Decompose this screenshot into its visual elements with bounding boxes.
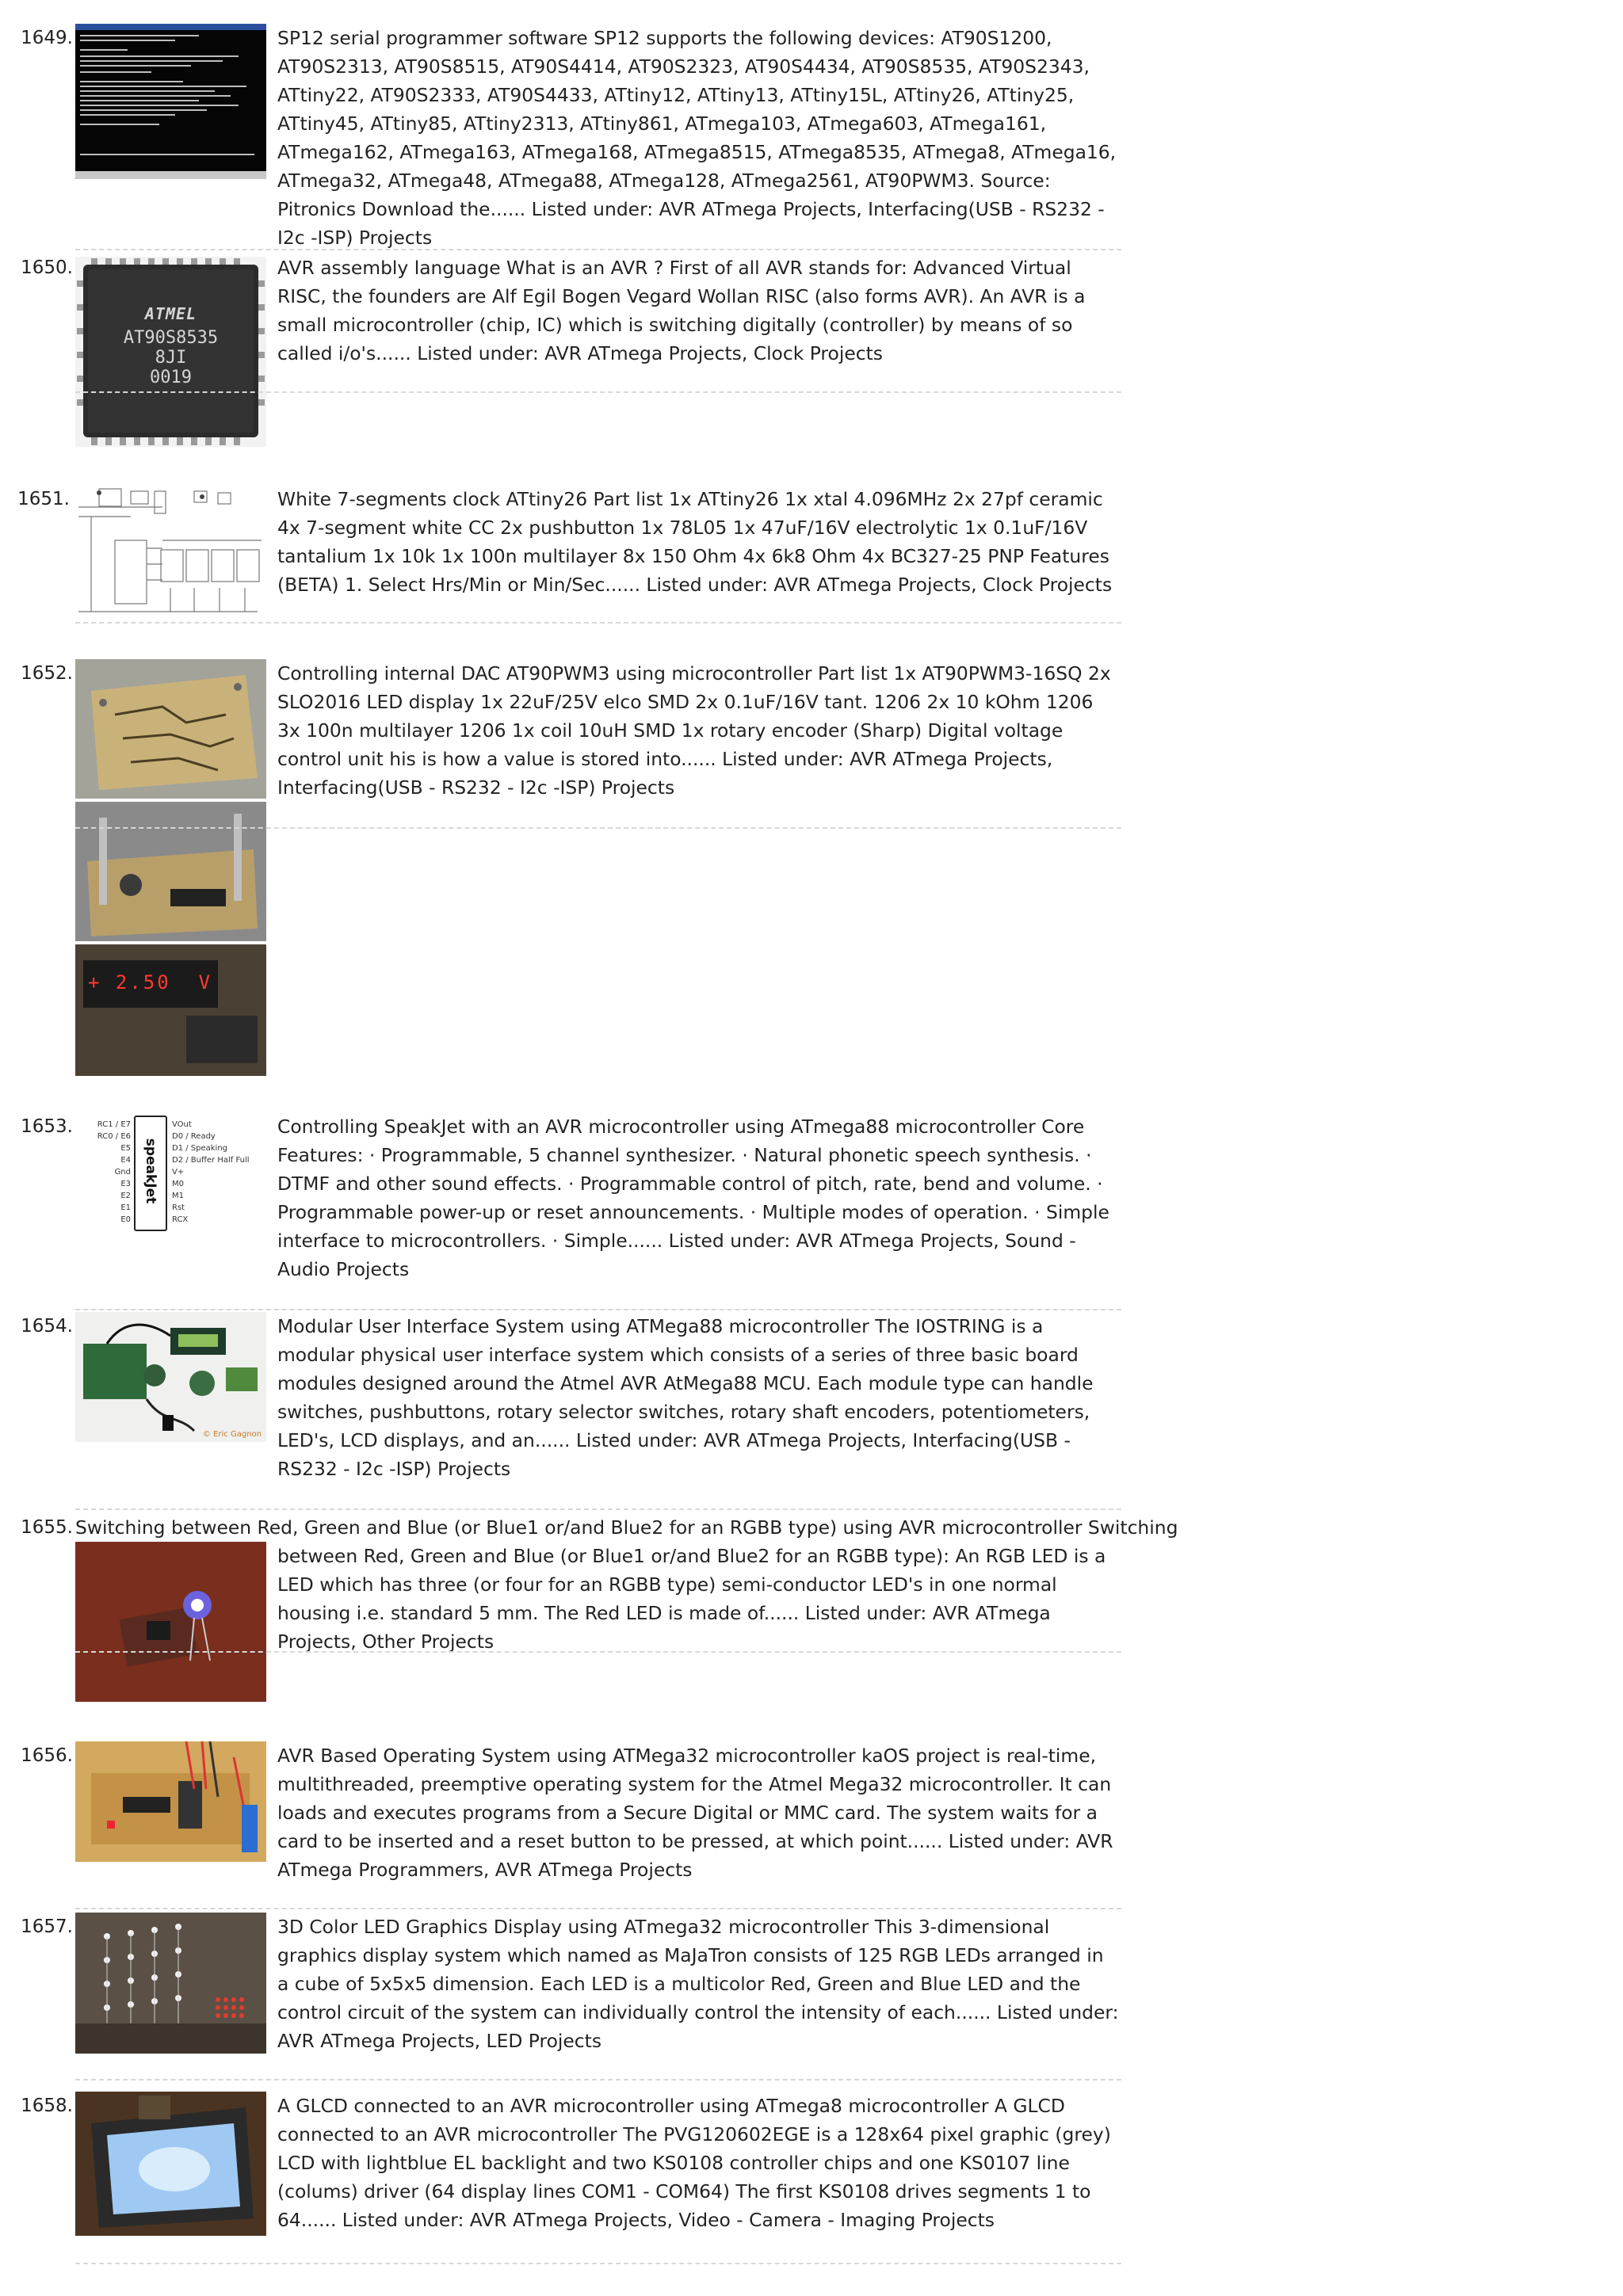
divider: [75, 1508, 1121, 1510]
item-description: White 7-segments clock ATtiny26 Part list 1x ATtiny26 1x xtal 4.096MHz 2x 27pf ceramic 4x 7-segment white CC 2x pushbutton 1x 78L05 1x 47uF/16V electrolytic 1x 0.1uF/16V tantalium 1x 10k 1x 100n multilayer 8x 150 Ohm 4x 6k8 Ohm 4x BC327-25 PNP Features (BETA) 1. Select Hrs/Min or Min/Sec...... Listed under: AVR ATmega Projects, Clock Projects: [277, 488, 1113, 596]
pin-label: RC1 / E7: [97, 1120, 131, 1129]
pin-label: E5: [120, 1144, 131, 1153]
pin-label: Gnd: [114, 1168, 131, 1177]
iostring-photo-icon: [75, 1312, 266, 1442]
item-number: 1655.: [21, 1517, 73, 1538]
chip-marking: 8JI: [155, 348, 187, 368]
item-description: AVR assembly language What is an AVR ? First of all AVR stands for: Advanced Virtual RISC, the founders are Alf Egil Bogen Vegard Wollan RISC (also forms AVR). An AVR is a small microcontroller (chip, IC) which is switching digitally (controller) by means of so called i/o's...... Listed under: AVR ATmega Projects, Clock Projects: [277, 257, 1086, 364]
pcb-assembled-icon: [75, 802, 266, 941]
item-number: 1657.: [21, 1917, 73, 1937]
item-number: 1654.: [21, 1316, 73, 1337]
schematic-icon: [75, 485, 266, 621]
pin-label: Rst: [172, 1203, 185, 1212]
item-description: Modular User Interface System using ATMega88 microcontroller The IOSTRING is a modular physical user interface system which consists of a series of three basic board modules designed around the Atmel AVR AtMega88 MCU. Each module type can handle switches, pushbuttons, rotary selector switches, rotary shaft encoders, potentiometers, LED's, LCD displays, and an...... Listed under: AVR ATmega Projects, Interfacing(USB - RS232 - I2c -ISP) Projects: [277, 1315, 1094, 1480]
photo-credit: © Eric Gagnon: [202, 1430, 262, 1439]
pin-label: D1 / Speaking: [172, 1144, 228, 1153]
item-description-title: Switching between Red, Green and Blue (or Blue1 or/and Blue2 for an RGBB type) using AVR microcontroller Switching: [75, 1516, 1178, 1539]
chip-label: speakJet: [143, 1138, 158, 1204]
pin-label: VOut: [172, 1120, 192, 1129]
pin-label: D2 / Buffer Half Full: [172, 1156, 250, 1165]
divider: [75, 1908, 1121, 1909]
pin-label: M1: [172, 1192, 184, 1200]
divider: [75, 1651, 1121, 1653]
terminal-screenshot-icon: [75, 24, 266, 179]
item-description: A GLCD connected to an AVR microcontroller using ATmega8 microcontroller A GLCD connected to an AVR microcontroller The PVG120602EGE is a 128x64 pixel graphic (grey) LCD with lightblue EL backlight and two KS0108 controller chips and one KS0107 line (colums) driver (64 display lines COM1 - COM64) The first KS0108 drives segments 1 to 64...... Listed under: AVR ATmega Projects, Video - Camera - Imaging Projects: [277, 2095, 1111, 2231]
item-number: 1653.: [21, 1116, 73, 1137]
chip-brand: ATMEL: [144, 304, 197, 323]
divider: [75, 2079, 1121, 2081]
led-display-photo-thumbnail[interactable]: [75, 944, 266, 1076]
pin-label: E4: [120, 1156, 131, 1165]
item-number: 1656.: [21, 1745, 73, 1766]
terminal-screenshot-thumbnail[interactable]: [75, 24, 266, 179]
item-number: 1658.: [21, 2096, 73, 2116]
led-display-photo-icon: [75, 944, 266, 1076]
pin-label: E3: [120, 1180, 131, 1188]
speakjet-pinout-thumbnail[interactable]: [75, 1112, 266, 1252]
pin-label: E1: [120, 1203, 131, 1212]
pin-label: M0: [172, 1180, 184, 1188]
glcd-photo-icon: [75, 2092, 266, 2236]
chip-photo-thumbnail[interactable]: [75, 257, 266, 447]
item-number: 1652.: [21, 663, 73, 684]
rgb-led-photo-thumbnail[interactable]: [75, 1542, 266, 1702]
kaos-board-photo-thumbnail[interactable]: [75, 1741, 266, 1862]
pin-label: E2: [120, 1192, 131, 1200]
pin-label: RC0 / E6: [97, 1132, 131, 1141]
divider: [75, 249, 1121, 250]
rgb-led-photo-icon: [75, 1542, 266, 1702]
divider: [75, 622, 1121, 624]
item-description: between Red, Green and Blue (or Blue1 or/and Blue2 for an RGBB type): An RGB LED is a LED which has three (or four for an RGBB type) semi-conductor LED's in one normal housing i.e. standard 5 mm. The Red LED is made of...... Listed under: AVR ATmega Projects, Other Projects: [277, 1545, 1106, 1653]
item-description: SP12 serial programmer software SP12 supports the following devices: AT90S1200, AT90S2313, AT90S8515, AT90S4414, AT90S2323, AT90S4434, AT90S8535, AT90S2343, ATtiny22, AT90S2333, AT90S4433, ATtiny12, ATtiny13, ATtiny15L, ATtiny26, ATtiny25, ATtiny45, ATtiny85, ATtiny2313, ATtiny861, ATmega103, ATmega603, ATmega161, ATmega162, ATmega163, ATmega168, ATmega8515, ATmega8535, ATmega8, ATmega16, ATmega32, ATmega48, ATmega88, ATmega128, ATmega2561, AT90PWM3. Source: Pitronics Download the...... Listed under: AVR ATmega Projects, Interfacing(USB - RS232 - I2c -ISP) Projects: [277, 27, 1117, 249]
chip-marking: 0019: [150, 368, 192, 387]
chip-body: [134, 1116, 167, 1231]
divider: [75, 2263, 1121, 2264]
pcb-photo-thumbnail[interactable]: [75, 659, 266, 799]
pin-label: V+: [172, 1168, 185, 1177]
item-description: AVR Based Operating System using ATMega32 microcontroller kaOS project is real-time, multithreaded, preemptive operating system for the Atmel Mega32 microcontroller. It can loads and executes programs from a Secure Digital or MMC card. The system waits for a card to be inserted and a reset button to be pressed, at which point...... Listed under: AVR ATmega Programmers, AVR ATmega Projects: [277, 1745, 1113, 1881]
divider: [75, 391, 1121, 393]
pcb-photo-icon: [75, 659, 266, 799]
kaos-board-photo-icon: [75, 1741, 266, 1862]
iostring-photo-thumbnail[interactable]: [75, 1312, 266, 1442]
pin-label: D0 / Ready: [172, 1132, 216, 1141]
chip-marking: AT90S8535: [123, 328, 219, 348]
item-number: 1650.: [21, 257, 73, 278]
pcb-assembled-thumbnail[interactable]: [75, 802, 266, 941]
pin-label: E0: [120, 1215, 131, 1224]
item-description: Controlling internal DAC AT90PWM3 using microcontroller Part list 1x AT90PWM3-16SQ 2x SLO2016 LED display 1x 22uF/25V elco SMD 2x 0.1uF/16V tant. 1206 2x 10 kOhm 1206 3x 100n multilayer 1206 1x coil 10uH SMD 1x rotary encoder (Sharp) Digital voltage control unit his is how a value is stored into...... Listed under: AVR ATmega Projects, Interfacing(USB - RS232 - I2c -ISP) Projects: [277, 662, 1111, 799]
item-description: Controlling SpeakJet with an AVR microcontroller using ATmega88 microcontroller Core Features: · Programmable, 5 channel synthesizer. · Natural phonetic speech synthesis. · DTMF and other sound effects. · Programmable control of pitch, rate, bend and volume. · Programmable power-up or reset announcements. · Multiple modes of operation. · Simple interface to microcontrollers. · Simple...... Listed under: AVR ATmega Projects, Sound - Audio Projects: [277, 1116, 1109, 1280]
divider: [75, 1309, 1121, 1310]
led-cube-photo-icon: [75, 1913, 266, 2054]
item-number: 1649.: [21, 28, 73, 48]
led-cube-photo-thumbnail[interactable]: [75, 1913, 266, 2054]
pin-label: RCX: [172, 1215, 189, 1224]
item-number: 1651.: [17, 489, 70, 509]
item-description: 3D Color LED Graphics Display using ATmega32 microcontroller This 3-dimensional graphics display system which named as MaJaTron consists of 125 RGB LEDs arranged in a cube of 5x5x5 dimension. Each LED is a multicolor Red, Green and Blue LED and the control circuit of the system can individually control the intensity of each...... Listed under: AVR ATmega Projects, LED Projects: [277, 1916, 1119, 2052]
glcd-photo-thumbnail[interactable]: [75, 2092, 266, 2236]
display-reading: + 2.50 V: [88, 971, 213, 994]
divider: [75, 827, 1121, 829]
schematic-thumbnail[interactable]: [75, 485, 266, 621]
